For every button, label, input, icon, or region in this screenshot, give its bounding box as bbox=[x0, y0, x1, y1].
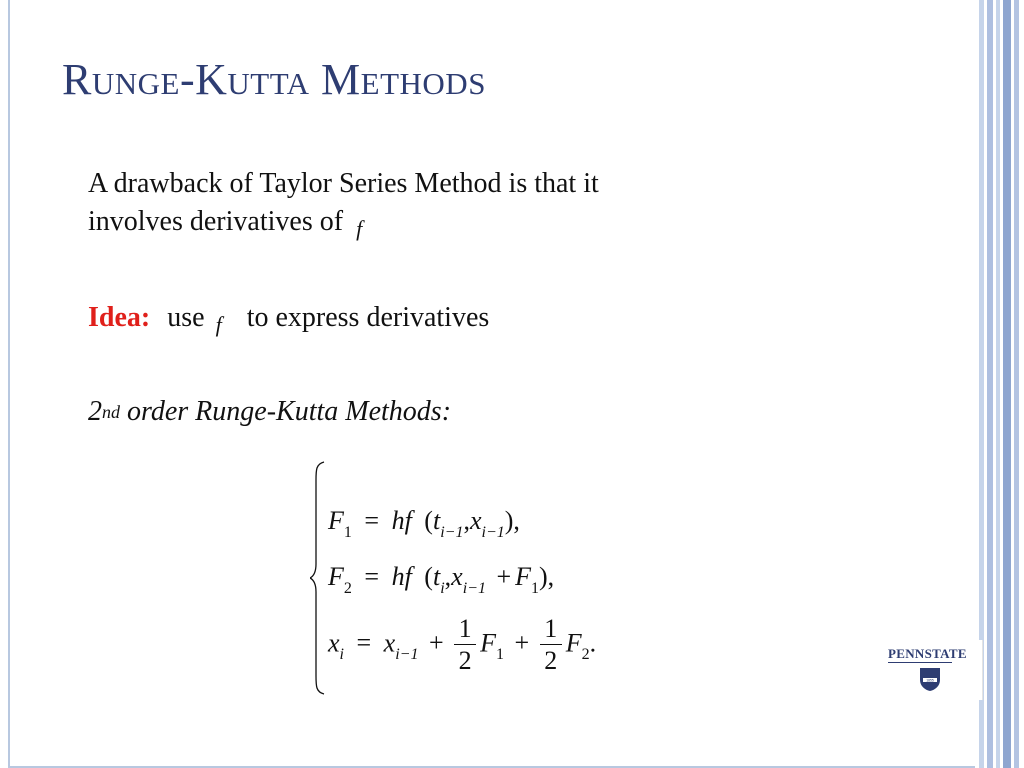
decorative-stripe bbox=[1003, 0, 1011, 768]
idea-rest-text: to express derivatives bbox=[246, 302, 490, 333]
logo-rule bbox=[888, 662, 952, 663]
idea-label: Idea: bbox=[88, 302, 151, 333]
left-brace bbox=[310, 458, 330, 698]
derivatives-text: involves derivatives of bbox=[88, 206, 344, 237]
fraction-half: $\frac{1}{2}$ bbox=[540, 614, 562, 677]
decorative-stripe bbox=[996, 0, 1000, 768]
decorative-stripe bbox=[1014, 0, 1019, 768]
body-line-1 bbox=[88, 166, 599, 202]
slide-title: Runge-Kutta Methods bbox=[62, 55, 486, 104]
body-line-2 bbox=[88, 204, 362, 241]
f-symbol: f bbox=[215, 312, 222, 337]
fraction-half: $\frac{1}{2}$ bbox=[454, 614, 476, 677]
order-heading bbox=[88, 394, 451, 430]
equation-f2: $F_2$ = hf $(t_i,x_{i-1} + F_1)$, bbox=[328, 562, 555, 597]
equation-x-update: $x_i = x_{i-1}$ + $\frac{1}{2}$ $F_1$ + $\frac{1}{2}$ $F_2$. bbox=[328, 614, 597, 675]
shield-icon bbox=[918, 666, 942, 692]
order-superscript: nd bbox=[102, 402, 120, 422]
equation-system bbox=[310, 458, 650, 698]
svg-text:1855: 1855 bbox=[926, 678, 934, 683]
f-symbol: f bbox=[356, 216, 363, 241]
decorative-stripe bbox=[987, 0, 993, 768]
logo-wordmark: PENNSTATE bbox=[888, 646, 967, 661]
idea-use-text: use bbox=[167, 302, 205, 333]
pennstate-logo bbox=[882, 640, 983, 700]
order-text: order Runge-Kutta Methods: bbox=[120, 396, 452, 427]
order-number: 2 bbox=[88, 396, 102, 427]
equation-f1: $F_1$ = hf $(t_{i-1},x_{i-1})$, bbox=[328, 506, 520, 541]
drawback-text: A drawback of Taylor Series Method is that it bbox=[88, 168, 599, 199]
idea-line bbox=[88, 300, 489, 337]
